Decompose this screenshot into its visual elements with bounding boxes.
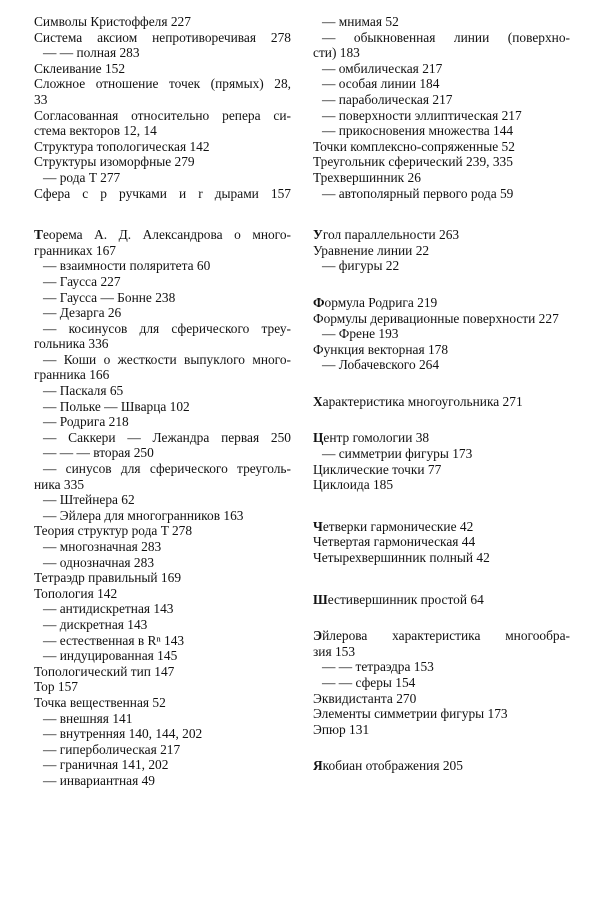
index-entry: Эквидистанта 270 [313, 690, 417, 706]
index-entry-continuation: ника 335 [34, 476, 85, 492]
index-subentry: — — сферы 154 [322, 675, 416, 690]
index-subentry: — естественная в Rⁿ 143 [43, 632, 185, 648]
index-entry: Элементы симметрии фигуры 173 [313, 706, 508, 722]
section-initial-letter: Я [313, 758, 323, 774]
index-subentry: — однозначная 283 [43, 554, 155, 570]
index-subentry: — — полная 283 [43, 45, 140, 61]
index-entry: Точки комплексно-сопряженные 52 [313, 138, 515, 154]
section-initial-letter: Ф [313, 294, 325, 310]
index-entry-continuation: 33 [34, 91, 48, 107]
section-initial-letter: У [313, 227, 323, 243]
index-entry: Точка вещественная 52 [34, 694, 166, 710]
section-initial-letter: Э [313, 628, 323, 644]
index-subentry: — Эйлера для многогранников 163 [43, 507, 244, 523]
index-entry-continuation: сти) 183 [313, 45, 360, 61]
index-entry: Формулы деривационные поверхности 227 [313, 310, 559, 326]
index-entry: Циклоида 185 [313, 477, 394, 493]
index-entry: Система аксиом непротиворечивая 278 [34, 29, 291, 45]
index-column-right [313, 14, 570, 774]
index-subentry: — омбилическая 217 [322, 60, 443, 76]
section-initial-letter: Х [313, 393, 323, 409]
index-subentry: — поверхности эллиптическая 217 [322, 107, 522, 123]
section-initial-letter: Ш [313, 591, 328, 607]
index-entry-continuation: гранниках 167 [34, 242, 117, 258]
index-subentry: — мнимая 52 [322, 14, 399, 29]
index-subentry: — особая линии 184 [322, 76, 440, 92]
index-entry: Эйлерова характеристика многообра- [313, 628, 570, 644]
index-entry: Четверки гармонические 42 [313, 518, 474, 534]
index-subentry: — — — вторая 250 [43, 445, 154, 461]
index-column-left [34, 14, 291, 789]
index-entry: Теорема А. Д. Александрова о много- [34, 227, 291, 243]
index-subentry: — инвариантная 49 [43, 772, 155, 788]
index-subentry: — гиперболическая 217 [43, 741, 181, 757]
index-subentry: — индуцированная 145 [43, 648, 178, 664]
index-subentry: — Польке — Шварца 102 [43, 398, 190, 414]
index-entry: Согласованная относительно репера си- [34, 107, 291, 123]
index-entry-continuation: стема векторов 12, 14 [34, 123, 157, 139]
index-subentry: — фигуры 22 [322, 258, 400, 274]
index-entry: Шестивершинник простой 64 [313, 591, 484, 607]
index-entry: Топологический тип 147 [34, 663, 175, 679]
index-entry: Символы Кристоффеля 227 [34, 14, 191, 29]
index-entry: Четвертая гармоническая 44 [313, 534, 476, 550]
index-subentry: — Френе 193 [322, 326, 399, 342]
index-entry: Характеристика многоугольника 271 [313, 393, 523, 409]
index-entry: Центр гомологии 38 [313, 430, 430, 446]
index-subentry: — параболическая 217 [322, 91, 453, 107]
index-subentry: — дискретная 143 [43, 616, 148, 632]
index-entry: Сфера с p ручками и r дырами 157 [34, 185, 291, 201]
section-initial-letter: Ч [313, 518, 323, 534]
index-entry: Угол параллельности 263 [313, 227, 460, 243]
index-subentry: — прикосновения множества 144 [322, 123, 514, 139]
index-subentry: — автополярный первого рода 59 [322, 185, 514, 201]
index-subentry: — симметрии фигуры 173 [322, 446, 473, 462]
index-entry-continuation: гольника 336 [34, 336, 109, 352]
index-entry: Четырехвершинник полный 42 [313, 550, 490, 566]
index-subentry: — Гаусса 227 [43, 273, 121, 289]
index-entry: Циклические точки 77 [313, 461, 442, 477]
index-entry: Топология 142 [34, 585, 118, 601]
index-entry: Сложное отношение точек (прямых) 28, [34, 76, 291, 92]
index-subentry: — косинусов для сферического треу- [43, 320, 291, 336]
section-initial-letter: Т [34, 227, 43, 243]
index-entry-continuation: зия 153 [313, 643, 356, 659]
index-subentry: — граничная 141, 202 [43, 757, 169, 773]
index-entry: Теория структур рода T 278 [34, 523, 193, 539]
index-subentry: — Гаусса — Бонне 238 [43, 289, 176, 305]
index-subentry: — обыкновенная линии (поверхно- [322, 29, 570, 45]
index-subentry: — Саккери — Лежандра первая 250 [43, 429, 291, 445]
index-subentry: — синусов для сферического треуголь- [43, 461, 291, 477]
index-entry: Эпюр 131 [313, 721, 370, 737]
index-subentry: — взаимности поляритета 60 [43, 258, 211, 274]
index-subentry: — многозначная 283 [43, 539, 162, 554]
index-subentry: — Паскаля 65 [43, 383, 124, 399]
index-entry: Формула Родрига 219 [313, 294, 438, 310]
index-subentry: — антидискретная 143 [43, 601, 174, 617]
index-subentry: — Коши о жесткости выпуклого много- [43, 351, 291, 367]
index-entry: Уравнение линии 22 [313, 242, 430, 258]
index-subentry: — Родрига 218 [43, 414, 129, 430]
index-entry: Якобиан отображения 205 [313, 758, 463, 774]
index-subentry: — Штейнера 62 [43, 492, 135, 508]
index-subentry: — внешняя 141 [43, 710, 133, 726]
index-entry: Структура топологическая 142 [34, 138, 210, 154]
index-subentry: — рода T 277 [43, 169, 121, 185]
index-entry: Тетраэдр правильный 169 [34, 570, 182, 586]
index-entry: Трехвершинник 26 [313, 169, 421, 185]
index-entry: Треугольник сферический 239, 335 [313, 154, 513, 170]
index-entry: Тор 157 [34, 679, 78, 695]
index-subentry: — внутренняя 140, 144, 202 [43, 726, 203, 742]
index-entry: Склеивание 152 [34, 60, 126, 76]
index-subentry: — Лобачевского 264 [322, 357, 440, 373]
index-subentry: — — тетраэдра 153 [322, 659, 434, 675]
index-entry: Функция векторная 178 [313, 341, 449, 357]
index-entry-continuation: гранника 166 [34, 367, 110, 383]
index-subentry: — Дезарга 26 [43, 305, 122, 321]
index-entry: Структуры изоморфные 279 [34, 154, 195, 170]
section-initial-letter: Ц [313, 430, 324, 446]
